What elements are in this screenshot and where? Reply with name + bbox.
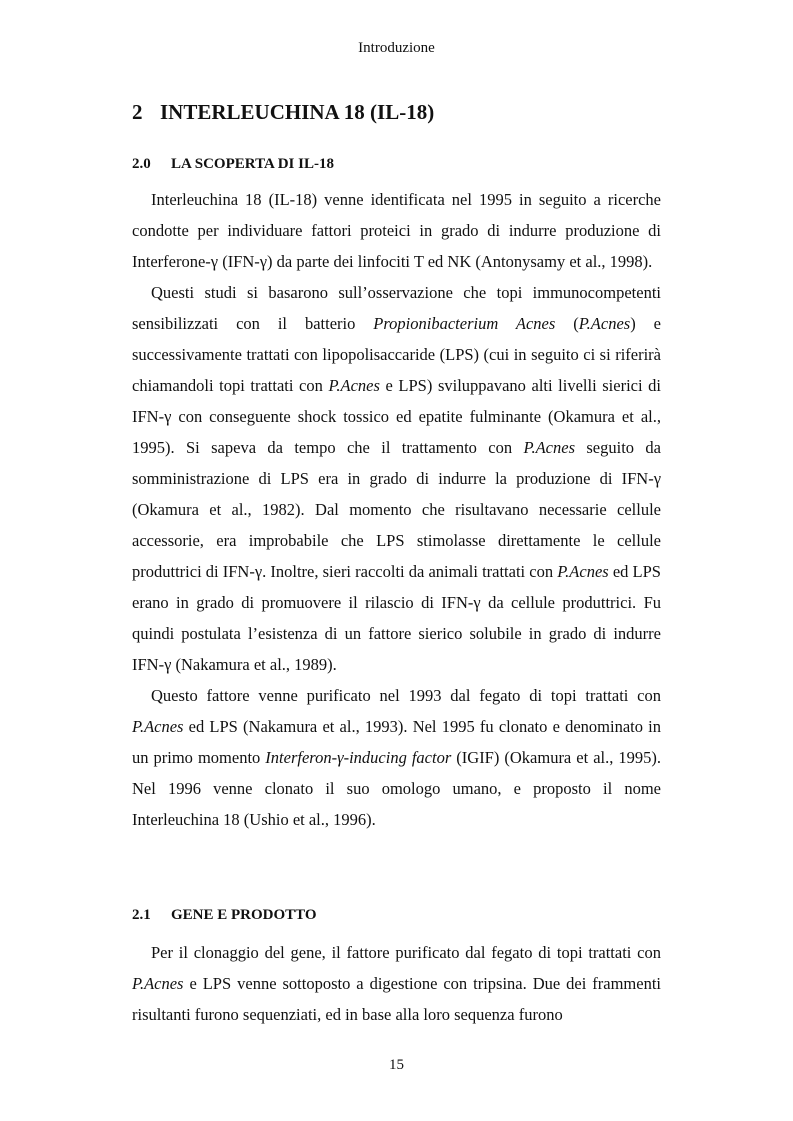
paragraph xyxy=(132,277,661,680)
chapter-number: 2 xyxy=(132,100,143,124)
text-run: ) e successivamente trattati con lipopolisaccaride (LPS) (cui in seguito ci si riferirà chiamandoli topi trattati con xyxy=(132,314,661,395)
section-heading-2-0 xyxy=(132,156,672,173)
running-header: Introduzione xyxy=(358,40,435,56)
italic-term: P.Acnes xyxy=(132,717,184,736)
chapter-heading xyxy=(132,100,672,125)
text-run: (IGIF) (Okamura et al., 1995). Nel 1996 venne clonato il suo omologo umano, e proposto il nome Interleuchina 18 (Ushio et al., 1996). xyxy=(132,748,661,829)
italic-term: Propionibacterium Acnes xyxy=(373,314,556,333)
section-body-2-1 xyxy=(132,937,661,1030)
text-run: Questo fattore venne purificato nel 1993 dal fegato di topi trattati con xyxy=(151,686,661,705)
italic-term: Interferon-γ-inducing factor xyxy=(265,748,452,767)
section-title: LA SCOPERTA DI IL-18 xyxy=(171,156,334,172)
text-run: seguito da somministrazione di LPS era in grado di indurre la produzione di IFN-γ (Okamura et al., 1982). Dal momento che risultavano necessarie cellule accessorie, era improbabile che LPS stimolasse direttamente le cellule produttrici di IFN-γ. Inoltre, sieri raccolti da animali trattati con xyxy=(132,438,661,581)
text-run: e LPS) sviluppavano alti livelli sierici di IFN-γ con conseguente shock tossico ed epatite fulminante (Okamura et al., 1995). Si sapeva da tempo che il trattamento con xyxy=(132,376,661,457)
section-number: 2.0 xyxy=(132,156,151,172)
section-body-2-0 xyxy=(132,184,661,835)
text-run: Interleuchina 18 (IL-18) venne identificata nel 1995 in seguito a ricerche condotte per individuare fattori proteici in grado di indurre produzione di Interferone-γ (IFN-γ) da parte dei linfociti T ed NK (Antonysamy et al., 1998). xyxy=(132,190,661,271)
text-run: ed LPS (Nakamura et al., 1993). Nel 1995 fu clonato e denominato in un primo momento xyxy=(132,717,661,767)
italic-term: P.Acnes xyxy=(578,314,631,333)
text-run: e LPS venne sottoposto a digestione con tripsina. Due dei frammenti risultanti furono sequenziati, ed in base alla loro sequenza furono xyxy=(132,974,661,1024)
text-run: ed LPS erano in grado di promuovere il rilascio di IFN-γ da cellule produttrici. Fu quindi postulata l’esistenza di un fattore sierico solubile in grado di indurre IFN-γ (Nakamura et al., 1989). xyxy=(132,562,661,674)
italic-term: P.Acnes xyxy=(557,562,609,581)
text-run: ( xyxy=(555,314,579,333)
paragraph xyxy=(132,937,661,1030)
italic-term: P.Acnes xyxy=(132,974,184,993)
section-title: GENE E PRODOTTO xyxy=(171,907,317,923)
text-run: Questi studi si basarono sull’osservazione che topi immunocompetenti sensibilizzati con il batterio xyxy=(132,283,661,333)
text-run: Per il clonaggio del gene, il fattore purificato dal fegato di topi trattati con xyxy=(151,943,661,962)
chapter-title: INTERLEUCHINA 18 (IL-18) xyxy=(160,100,435,124)
paragraph xyxy=(132,680,661,835)
italic-term: P.Acnes xyxy=(523,438,575,457)
section-heading-2-1 xyxy=(132,907,672,924)
page-number: 15 xyxy=(389,1057,404,1073)
italic-term: P.Acnes xyxy=(328,376,380,395)
section-number: 2.1 xyxy=(132,907,151,923)
paragraph xyxy=(132,184,661,277)
